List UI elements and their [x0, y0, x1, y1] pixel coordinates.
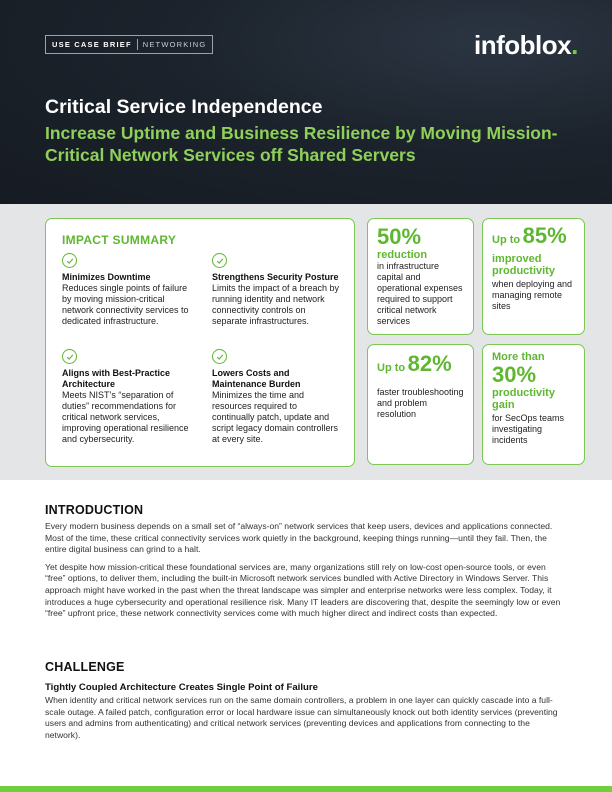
stat-card-cost — [367, 218, 474, 335]
challenge-subheading: Tightly Coupled Architecture Creates Single Point of Failure — [45, 682, 318, 693]
badge-label: USE CASE BRIEF — [52, 40, 132, 49]
stat-label: reduction — [377, 249, 428, 261]
page-title: Critical Service Independence — [45, 96, 323, 118]
introduction-section — [45, 503, 567, 620]
stat-prefix: Up to — [492, 234, 521, 246]
impact-item — [212, 349, 342, 445]
challenge-section — [45, 660, 567, 741]
check-circle-icon — [212, 253, 227, 268]
stat-prefix: Up to — [377, 362, 406, 374]
page-subtitle: Increase Uptime and Business Resilience by Moving Mission-Critical Network Services off Shared Servers — [45, 123, 558, 165]
introduction-paragraph: Every modern business depends on a small set of “always-on” network services that keep users, devices and applications connected. Most of the time, these critical connectivity services work quietly in the background, keeping things running—until they fail. Then, the entire digital business can grind to a halt. — [45, 521, 553, 555]
impact-item-title: Lowers Costs and Maintenance Burden — [212, 368, 301, 389]
use-case-badge — [45, 35, 213, 54]
stat-text: in infrastructure capital and operational expenses required to support critical network services — [377, 261, 463, 326]
logo-dot: . — [571, 30, 578, 60]
impact-item-title: Strengthens Security Posture — [212, 272, 339, 282]
stat-text: when deploying and managing remote sites — [492, 279, 573, 311]
infoblox-logo — [474, 30, 578, 61]
impact-item — [62, 349, 192, 445]
stat-value: 30% — [492, 362, 537, 387]
impact-item-text: Limits the impact of a breach by running identity and network connectivity controls on separate infrastructures. — [212, 283, 340, 326]
stat-card-secops — [482, 344, 585, 465]
impact-summary-card — [45, 218, 355, 467]
impact-item-title: Minimizes Downtime — [62, 272, 151, 282]
introduction-paragraph: Yet despite how mission-critical these foundational services are, many organizations still rely on low-cost open-source tools, or even “free” options, to deliver them, including the built-in Microsoft network services bundled with Active Directory in Windows Server. This approach might have worked in the past when the threat landscape was simpler and enterprise networks were less complex. Today, it introduces a huge cybersecurity and operational resilience risk. Many IT leaders are discovering that, despite the seemingly low or even “free” upfront price, these network connectivity services come with much higher direct and indirect costs than expected. — [45, 561, 561, 619]
stat-label: productivity gain — [492, 387, 555, 411]
impact-item-text: Meets NIST’s “separation of duties” recommendations for critical network services, improving operational resilience and cybersecurity. — [62, 390, 189, 444]
impact-item-text: Minimizes the time and resources required to continually patch, update and script legacy domain controllers at every site. — [212, 390, 339, 444]
introduction-heading: INTRODUCTION — [45, 503, 144, 517]
challenge-heading: CHALLENGE — [45, 660, 125, 674]
stat-label: improved productivity — [492, 253, 555, 277]
bottom-accent-bar — [0, 786, 612, 792]
stat-text: faster troubleshooting and problem resolution — [377, 387, 464, 419]
stat-value: 82% — [407, 351, 452, 376]
stat-card-productivity — [482, 218, 585, 335]
stat-prefix: More than — [492, 351, 545, 363]
logo-text: infoblox — [474, 30, 572, 60]
badge-divider — [137, 39, 138, 50]
check-circle-icon — [212, 349, 227, 364]
impact-item-text: Reduces single points of failure by moving mission-critical network connectivity services to dedicated infrastructure. — [62, 283, 189, 326]
impact-heading: IMPACT SUMMARY — [62, 233, 177, 247]
hero-header — [0, 0, 612, 204]
check-circle-icon — [62, 253, 77, 268]
stat-value: 85% — [522, 223, 567, 248]
impact-item — [62, 253, 192, 327]
impact-item — [212, 253, 342, 327]
stat-text: for SecOps teams investigating incidents — [492, 413, 565, 445]
badge-category: NETWORKING — [142, 40, 207, 49]
impact-item-title: Aligns with Best-Practice Architecture — [62, 368, 171, 389]
stat-card-troubleshooting — [367, 344, 474, 465]
stat-value: 50% — [377, 224, 422, 249]
check-circle-icon — [62, 349, 77, 364]
challenge-paragraph: When identity and critical network services run on the same domain controllers, a problem in one layer can quickly cascade into a full-scale outage. A failed patch, configuration error or local hardware issue can simultaneously knock out both identity services (preventing users and admins from authenticating) and critical network services (preventing devices and applications from connecting to the network). — [45, 695, 558, 740]
